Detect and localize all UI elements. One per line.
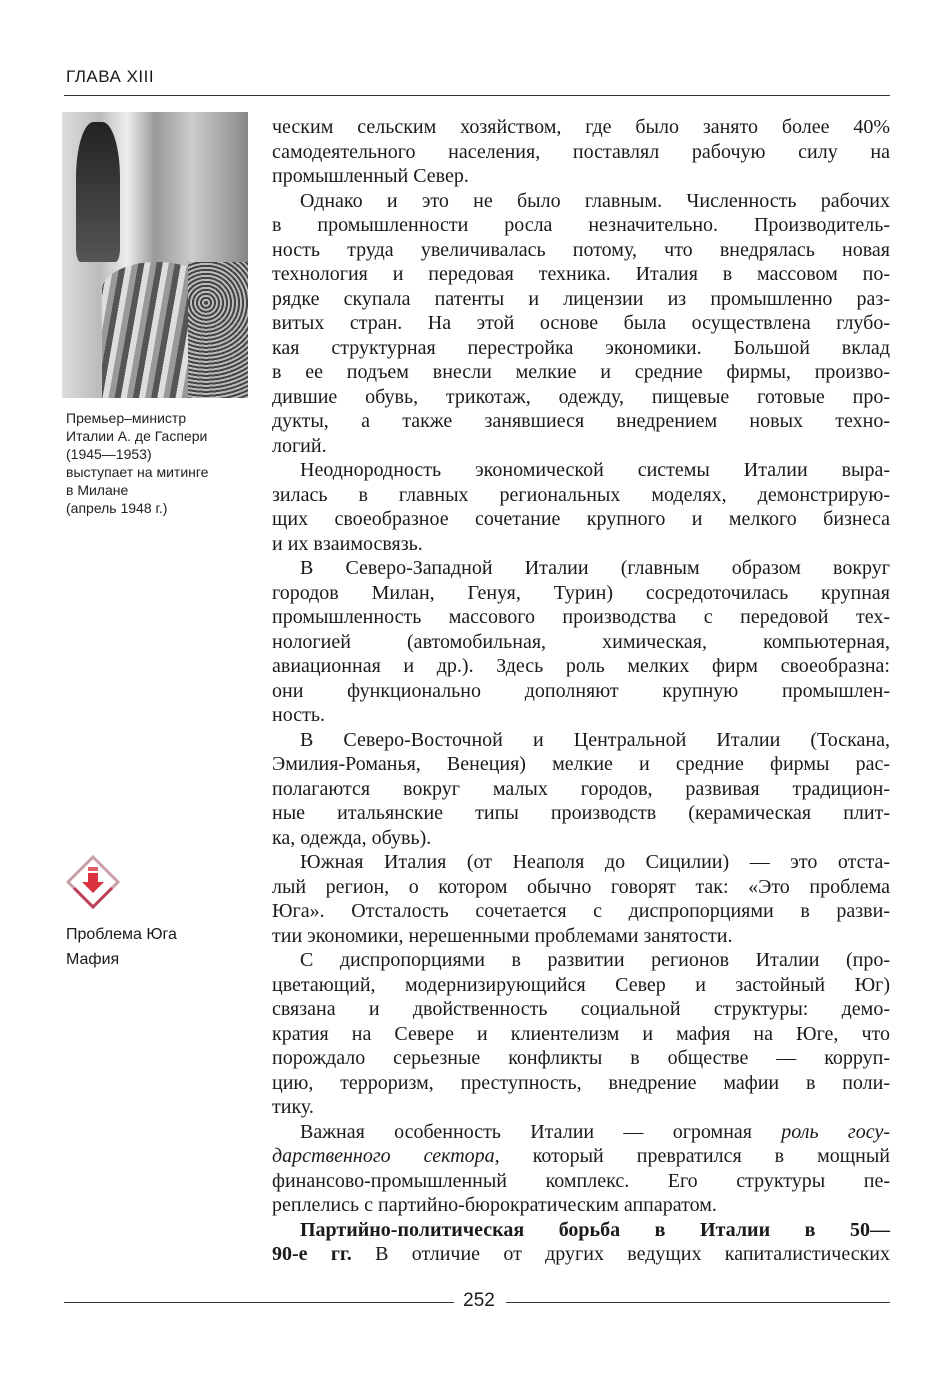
text-line: в промышленности росла незначительно. Производитель-: [272, 214, 890, 236]
text-line: реплелись с партийно-бюрократическим аппаратом.: [272, 1194, 717, 1216]
text-line: Юга». Отсталость сочетается с диспропорциями в разви-: [272, 900, 890, 922]
photo-speaker: [76, 122, 120, 262]
text-line: В Северо-Западной Италии (главным образом вокруг: [300, 557, 890, 579]
photo-caption: [66, 409, 208, 517]
header-rule: [64, 95, 890, 96]
footer-rule-right: [506, 1302, 890, 1303]
body-text: [272, 115, 890, 1267]
text-line: Однако и это не было главным. Численность рабочих: [300, 189, 890, 212]
text-line: [272, 1218, 890, 1243]
text-line: цветающий, модернизирующийся Север и застойный Юг): [272, 973, 890, 996]
text-line: Неоднородность экономической системы Италии выра-: [300, 459, 890, 481]
bold-heading-text: 90-е гг.: [272, 1243, 352, 1265]
text-line: [272, 1242, 890, 1267]
text-line: витых стран. На этой основе была осуществлена глубо-: [272, 312, 890, 334]
text-line: ка, одежда, обувь).: [272, 826, 432, 849]
text-line: промышленность массового производства с передовой тех-: [272, 606, 890, 628]
caption-line: (1945—1953): [66, 446, 152, 462]
text-line: технология и передовая техника. Италия в массовом по-: [272, 263, 890, 285]
text-line: [272, 1120, 890, 1145]
page-number: 252: [463, 1290, 495, 1311]
text-line: дукты, а также занявшиеся внедрением новых техно-: [272, 410, 890, 432]
down-arrow-diamond-icon: [66, 855, 120, 909]
chapter-header: ГЛАВА XIII: [66, 67, 155, 86]
text-line: щих своеобразное сочетание крупного и мелкого бизнеса: [272, 508, 890, 530]
text-line: полагаются вокруг малых городов, развивая традицион-: [272, 777, 890, 800]
text-line: нологией (автомобильная, химическая, компьютерная,: [272, 630, 890, 653]
paragraph: [272, 850, 890, 948]
text-line: связана и двойственность социальной структуры: демо-: [272, 998, 890, 1020]
paragraph: [272, 948, 890, 1120]
text-line: промышленный Север.: [272, 165, 469, 187]
text-line: [272, 1144, 890, 1169]
text-line: ность труда увеличивалась потому, что внедрялась новая: [272, 238, 890, 261]
text-line: цию, терроризм, преступность, внедрение мафии в поли-: [272, 1071, 890, 1094]
paragraph: [272, 728, 890, 851]
text-line: дившие обувь, трикотаж, одежду, пищевые готовые про-: [272, 385, 890, 408]
paragraph: [272, 1218, 890, 1267]
caption-line: Премьер–министр: [66, 410, 187, 426]
text-line: лый регион, о котором обычно говорят так: «Это проблема: [272, 875, 890, 898]
term-mafia: Мафия: [66, 951, 120, 968]
text-line: кратия на Севере и клиентелизм и мафия на Юге, что: [272, 1022, 890, 1045]
text-line: логий.: [272, 434, 327, 457]
paragraph: [272, 556, 890, 728]
text-line: и их взаимосвязь.: [272, 532, 423, 555]
term-south-problem: Проблема Юга: [66, 926, 177, 943]
text-line: в ее подъем внесли мелкие и средние фирмы, произво-: [272, 361, 890, 383]
text-line: тии экономики, нерешенными проблемами занятости.: [272, 924, 733, 947]
caption-line: Италии А. де Гаспери: [66, 428, 208, 444]
text-line: ные итальянские типы производств (керамическая плит-: [272, 802, 890, 824]
photo-de-gasperi: [62, 112, 248, 398]
paragraph: [272, 189, 890, 459]
caption-line: (апрель 1948 г.): [66, 500, 168, 516]
text-line: порождало серьезные конфликты в обществе — корруп-: [272, 1047, 890, 1069]
italic-term: дарственного сектора,: [272, 1145, 500, 1167]
text-line: тику.: [272, 1096, 314, 1118]
text-line: Южная Италия (от Неаполя до Сицилии) — это отста-: [300, 851, 890, 873]
bold-heading-text: Партийно-политическая борьба в Италии в 50—: [300, 1218, 890, 1241]
text-line: рядке скупала патенты и лицензии из промышленно раз-: [272, 287, 890, 310]
text-line: авиационная и др.). Здесь роль мелких фирм своеобразна:: [272, 655, 890, 677]
footer-rule-left: [64, 1302, 454, 1303]
text-line: финансово-промышленный комплекс. Его структуры пе-: [272, 1169, 890, 1192]
text-line: самодеятельного населения, поставлял рабочую силу на: [272, 140, 890, 163]
text-segment: который превратился в мощный: [499, 1145, 891, 1167]
caption-line: выступает на митинге: [66, 464, 209, 480]
text-segment: Важная особенность Италии — огромная: [300, 1120, 782, 1143]
text-line: ческим сельским хозяйством, где было занято более 40%: [272, 116, 890, 138]
photo-crowd: [188, 262, 248, 398]
text-line: городов Милан, Генуя, Турин) сосредоточилась крупная: [272, 581, 890, 604]
text-line: они функционально дополняют крупную промышлен-: [272, 679, 890, 702]
text-line: В Северо-Восточной и Центральной Италии (Тоскана,: [300, 728, 890, 751]
italic-term: роль госу-: [781, 1120, 891, 1143]
paragraph: [272, 115, 890, 189]
text-line: кая структурная перестройка экономики. Большой вклад: [272, 336, 890, 359]
text-segment: В отличие от других ведущих капиталистических: [351, 1243, 890, 1265]
text-line: ность.: [272, 704, 325, 726]
text-line: зилась в главных региональных моделях, демонстрирую-: [272, 483, 890, 506]
caption-line: в Милане: [66, 482, 129, 498]
text-line: Эмилия-Романья, Венеция) мелкие и средние фирмы рас-: [272, 753, 890, 775]
text-line: С диспропорциями в развитии регионов Италии (про-: [300, 949, 890, 971]
key-terms: [66, 922, 177, 972]
paragraph: [272, 458, 890, 556]
paragraph: [272, 1120, 890, 1218]
